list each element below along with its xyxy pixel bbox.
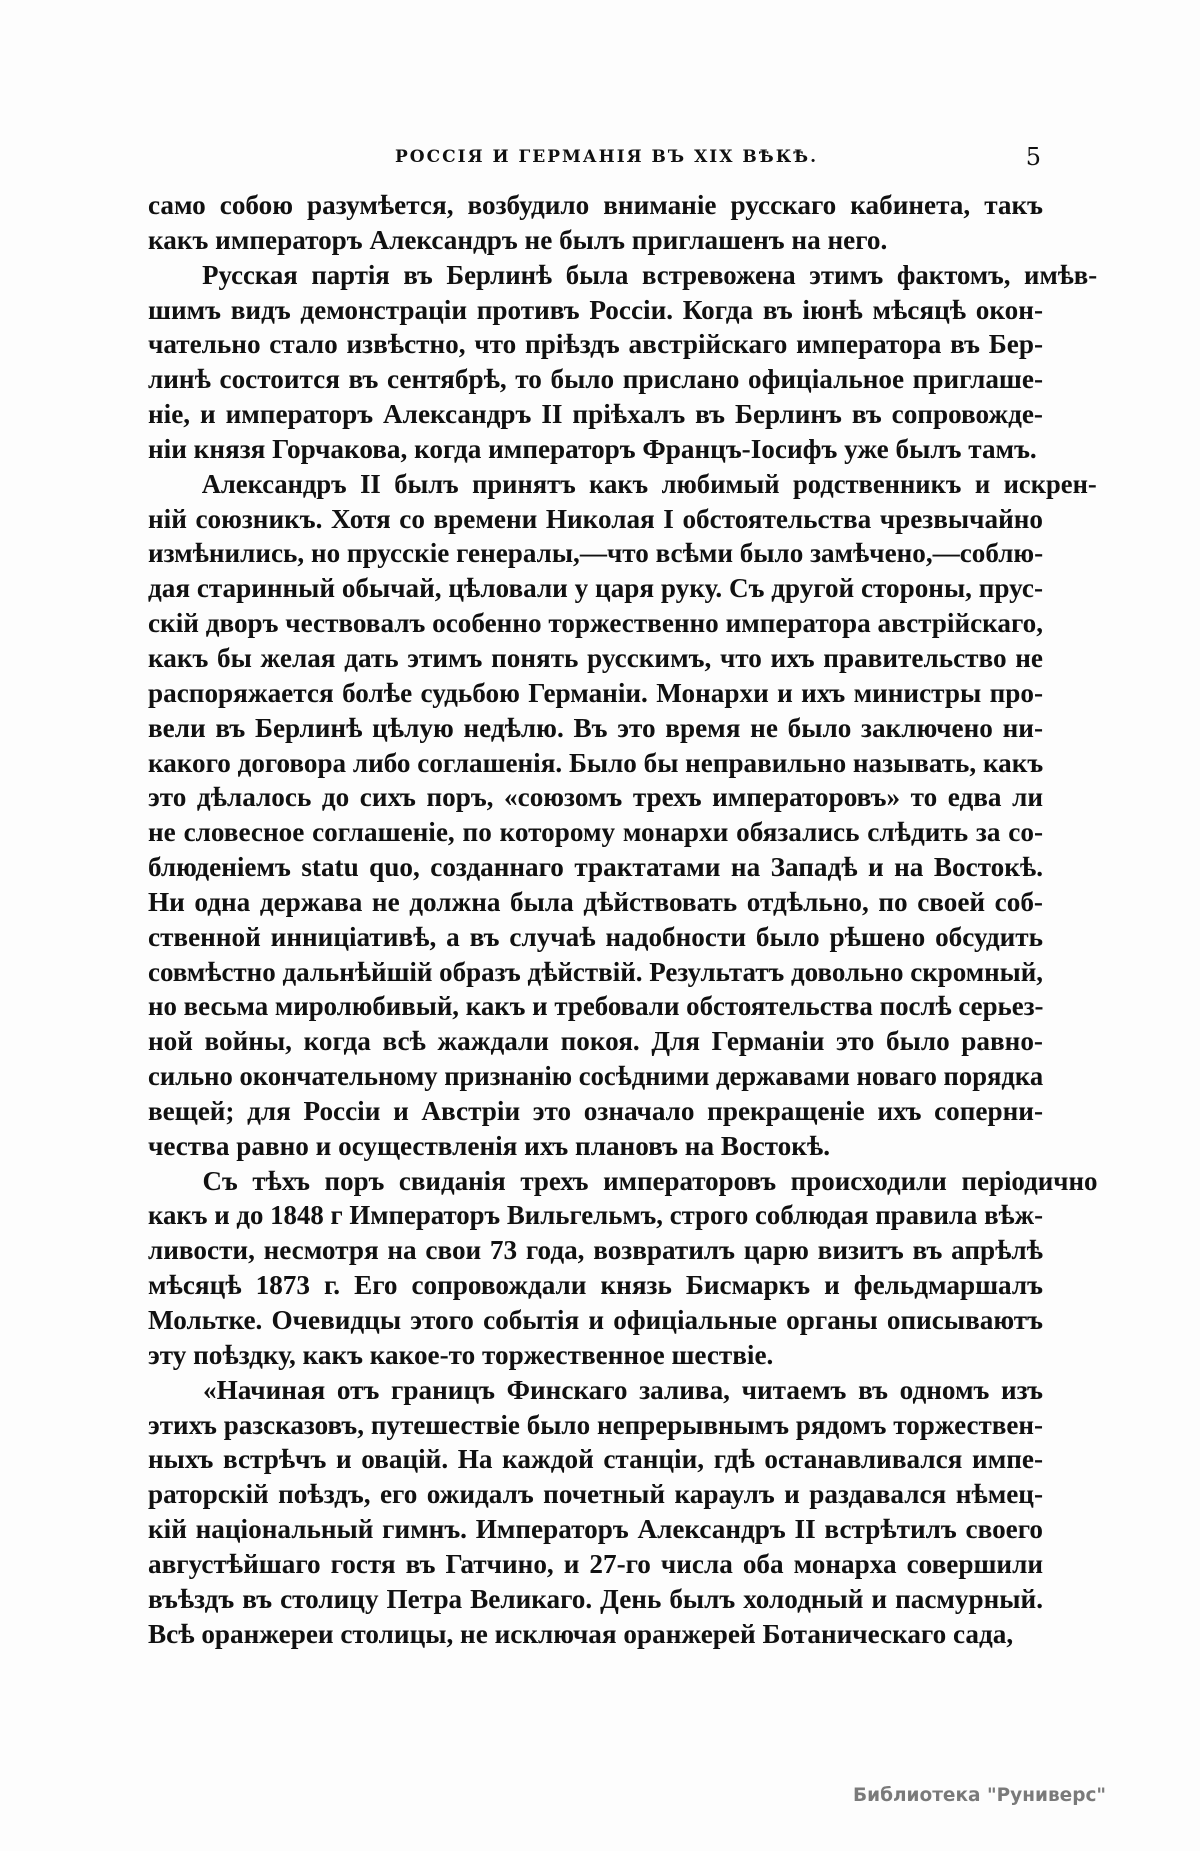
text-line: скій дворъ чествовалъ особенно торжественно императора австрійскаго,: [148, 608, 1043, 639]
text-line: совмѣстно дальнѣйшій образъ дѣйствій. Результатъ довольно скромный,: [148, 956, 1043, 987]
text-line: ніе, и императоръ Александръ II пріѣхалъ въ Берлинъ въ сопровожде-: [148, 399, 1043, 430]
text-line: мѣсяцѣ 1873 г. Его сопровождали князь Бисмаркъ и фельдмаршалъ: [148, 1270, 1043, 1301]
text-line: кій національный гимнъ. Императоръ Александръ II встрѣтилъ своего: [148, 1514, 1043, 1545]
text-line: распоряжается болѣе судьбою Германіи. Монархи и ихъ министры про-: [148, 677, 1043, 708]
text-line: Русская партія въ Берлинѣ была встревожена этимъ фактомъ, имѣв-: [202, 259, 1098, 290]
text-line: чества равно и осуществленія ихъ плановъ на Востокѣ.: [148, 1130, 831, 1161]
text-line: какъ императоръ Александръ не былъ приглашенъ на него.: [148, 224, 888, 255]
paragraph: [148, 467, 1097, 1164]
text-line: измѣнились, но прусскіе генералы,—что всѣми было замѣчено,—соблю-: [148, 538, 1044, 569]
text-line: вели въ Берлинѣ цѣлую недѣлю. Въ это время не было заключено ни-: [148, 712, 1043, 743]
text-line: Всѣ оранжереи столицы, не исключая оранжерей Ботаническаго сада,: [148, 1618, 1014, 1649]
text-line: ній союзникъ. Хотя со времени Николая I обстоятельства чрезвычайно: [148, 503, 1043, 534]
text-line: это дѣлалось до сихъ поръ, «союзомъ трехъ императоровъ» то едва ли: [148, 782, 1043, 813]
text-line: ныхъ встрѣчъ и овацій. На каждой станціи, гдѣ останавливался импе-: [148, 1444, 1043, 1475]
text-line: сильно окончательному признанію сосѣдними державами новаго порядка: [148, 1061, 1044, 1092]
text-line: вещей; для Россіи и Австріи это означало прекращеніе ихъ соперни-: [148, 1095, 1043, 1126]
text-line: линѣ состоится въ сентябрѣ, то было прислано офиціальное приглаше-: [148, 364, 1043, 395]
text-line: августѣйшаго гостя въ Гатчино, и 27-го числа оба монарха совершили: [148, 1548, 1043, 1579]
text-line: дая старинный обычай, цѣловали у царя руку. Съ другой стороны, прус-: [148, 573, 1043, 604]
running-head: [148, 143, 1043, 173]
text-line: въѣздъ въ столицу Петра Великаго. День былъ холодный и пасмурный.: [148, 1583, 1043, 1614]
text-line: не словесное соглашеніе, по которому монархи обязались слѣдить за со-: [148, 817, 1043, 848]
text-line: какъ и до 1848 г Императоръ Вильгельмъ, строго соблюдая правила вѣж-: [148, 1200, 1043, 1231]
text-line: Ни одна держава не должна была дѣйствовать отдѣльно, по своей соб-: [148, 886, 1043, 917]
running-title: РОССІЯ И ГЕРМАНІЯ ВЪ XIX ВѢКѢ.: [395, 147, 819, 167]
text-line: ніи князя Горчакова, когда императоръ Францъ-Іосифъ уже былъ тамъ.: [148, 433, 1037, 464]
text-line: какого договора либо соглашенія. Было бы неправильно называть, какъ: [148, 747, 1044, 778]
paragraph: [148, 1373, 1043, 1652]
text-line: ной войны, когда всѣ жаждали покоя. Для Германіи это было равно-: [148, 1026, 1043, 1057]
text-line: раторскій поѣздъ, его ожидалъ почетный караулъ и раздавался нѣмец-: [148, 1479, 1043, 1510]
paragraph: [148, 1164, 1098, 1373]
text-line: эту поѣздку, какъ какое-то торжественное шествіе.: [148, 1339, 774, 1370]
text-line: Александръ II былъ принятъ какъ любимый родственникъ и искрен-: [201, 468, 1097, 499]
text-line: этихъ разсказовъ, путешествіе было непрерывнымъ рядомъ торжествен-: [148, 1409, 1043, 1440]
paragraph: [148, 188, 1043, 258]
library-watermark: Библиотека "Руниверс": [853, 1785, 1107, 1806]
text-line: Съ тѣхъ поръ свиданія трехъ императоровъ происходили періодично: [202, 1165, 1098, 1196]
paragraph: [148, 258, 1098, 467]
text-line: само собою разумѣется, возбудило вниманіе русскаго кабинета, такъ: [148, 190, 1043, 220]
text-line: блюденіемъ statu quo, созданнаго трактатами на Западѣ и на Востокѣ.: [148, 852, 1043, 883]
page-number: 5: [1025, 143, 1041, 171]
text-line: «Начиная отъ границъ Финскаго залива, читаемъ въ одномъ изъ: [203, 1374, 1043, 1405]
text-line: ственной инниціативѣ, а въ случаѣ надобности было рѣшено обсудить: [148, 921, 1043, 952]
text-line: чательно стало извѣстно, что пріѣздъ австрійскаго императора въ Бер-: [148, 329, 1043, 360]
text-line: Мольтке. Очевидцы этого событія и офиціальные органы описываютъ: [148, 1305, 1043, 1335]
text-line: какъ бы желая дать этимъ понять русскимъ, что ихъ правительство не: [148, 642, 1043, 673]
text-line: но весьма миролюбивый, какъ и требовали обстоятельства послѣ серьез-: [148, 991, 1044, 1022]
text-line: шимъ видъ демонстраціи противъ Россіи. Когда въ іюнѣ мѣсяцѣ окон-: [148, 294, 1043, 325]
body-text: [148, 188, 1098, 1651]
text-line: ливости, несмотря на свои 73 года, возвратилъ царю визитъ въ апрѣлѣ: [148, 1235, 1043, 1266]
